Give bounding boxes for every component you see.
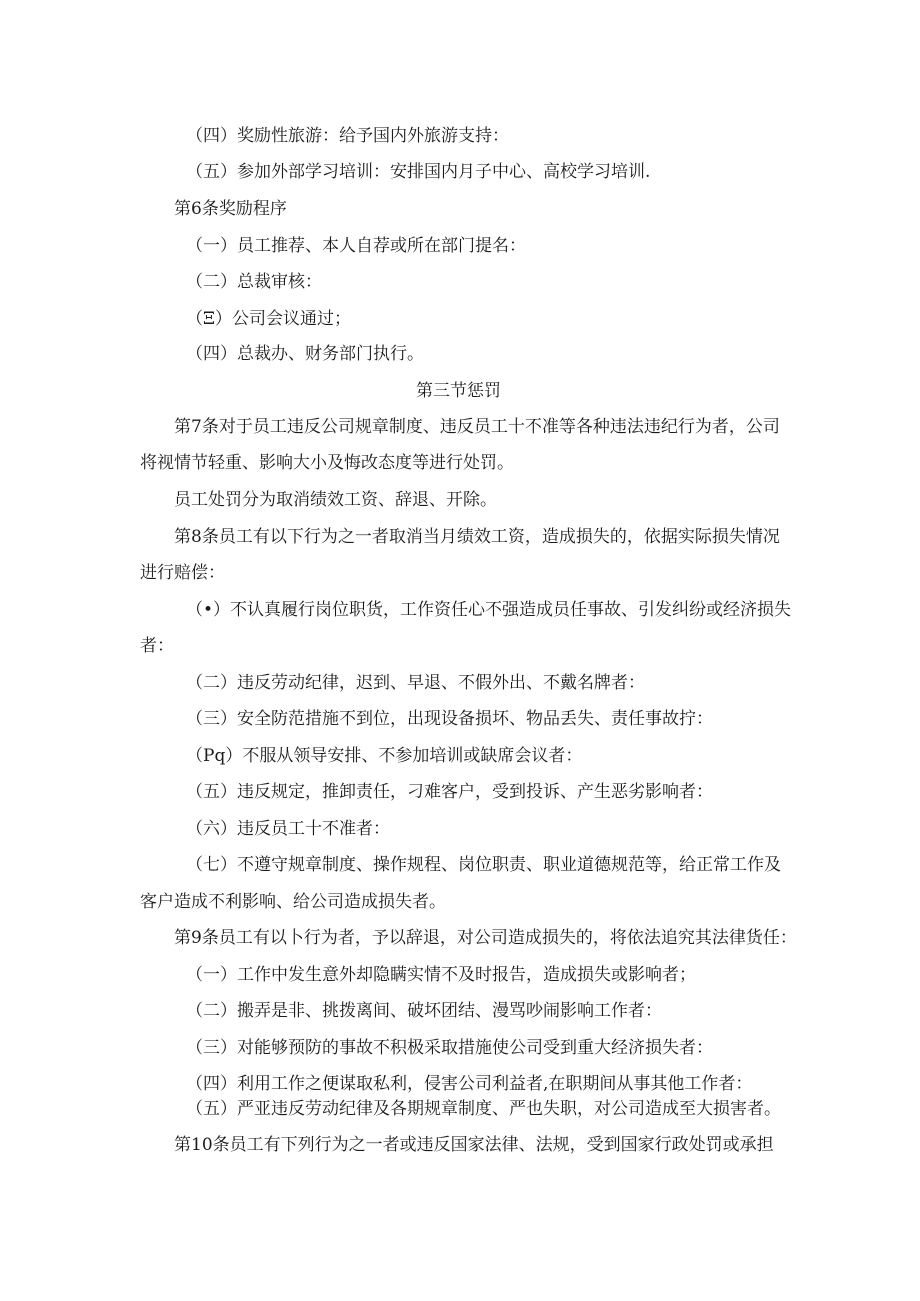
list-item: （五）违反规定，推卸责任，刁难客户，受到投诉、产生恶劣影响者： bbox=[186, 782, 713, 802]
list-item: （Ξ）公司会议通过； bbox=[186, 309, 351, 329]
paragraph-line: 进行赔偿： bbox=[140, 563, 225, 583]
paragraph-line: 第7条对于员工违反公司规章制度、违反员工十不准等各种违法违纪行为者，公司 bbox=[174, 417, 780, 437]
paragraph-line: 第10条员工有下列行为之一者或违反国家法律、法规，受到国家行政处罚或承担 bbox=[174, 1135, 774, 1155]
list-item: （四）利用工作之便谋取私利，侵害公司利益者,在职期间从事其他工作者： bbox=[186, 1074, 753, 1094]
list-item: （一）工作中发生意外却隐瞒实情不及时报告，造成损失或影响者； bbox=[186, 965, 696, 985]
list-item-continuation: 客户造成不利影响、给公司造成损失者。 bbox=[140, 892, 446, 912]
list-item: （五）严亚违反劳动纪律及各期规章制度、严也失职，对公司造成至大损害者。 bbox=[186, 1099, 781, 1119]
list-item-continuation: 者： bbox=[140, 636, 174, 656]
list-item: （二）违反劳动纪律，迟到、早退、不假外出、不戴名牌者： bbox=[186, 673, 645, 693]
paragraph-line: 将视情节轻重、影响大小及悔改态度等进行处罚。 bbox=[140, 453, 514, 473]
list-item: （三）对能够预防的事故不积极采取措施使公司受到重大经济损失者： bbox=[186, 1038, 713, 1058]
list-item: （三）安全防范措施不到位，出现设备损坏、物品丢失、责任事故拧： bbox=[186, 709, 713, 729]
list-item: （Pq）不服从领导安排、不参加培训或缺席会议者： bbox=[186, 746, 583, 766]
list-item: （二）搬弄是非、挑拨离间、破坏团结、漫骂吵闹影响工作者： bbox=[186, 1001, 662, 1021]
paragraph-line: 员工处罚分为取消绩效工资、辞退、开除。 bbox=[174, 490, 497, 510]
article-heading: 第6条奖励程序 bbox=[174, 199, 287, 219]
list-item: （二）总裁审核： bbox=[186, 272, 322, 292]
list-item: （四）总裁办、财务部门执行。 bbox=[186, 344, 424, 364]
list-item: （四）奖励性旅游：给予国内外旅游支持： bbox=[186, 126, 509, 146]
list-item: （一）员工推荐、本人自荐或所在部门提名： bbox=[186, 236, 526, 256]
paragraph-line: 第8条员工有以下行为之一者取消当月绩效工资，造成损失的，依据实际损失情况 bbox=[174, 527, 780, 547]
list-item: （六）违反员工十不准者： bbox=[186, 819, 390, 839]
section-title: 第三节惩罚 bbox=[416, 381, 501, 401]
list-item: （七）不遵守规章制度、操作规程、岗位职责、职业道德规范等，给正常工作及 bbox=[186, 855, 781, 875]
list-item: （•）不认真履行岗位职货，工作资任心不强造成员任事故、引发纠纷或经济损失 bbox=[186, 600, 792, 620]
paragraph-line: 第9条员工有以卜行为者，予以辞退，对公司造成损失的，将依法追究其法律货任： bbox=[174, 928, 797, 948]
list-item: （五）参加外部学习培训：安排国内月子中心、高校学习培训. bbox=[186, 162, 651, 182]
